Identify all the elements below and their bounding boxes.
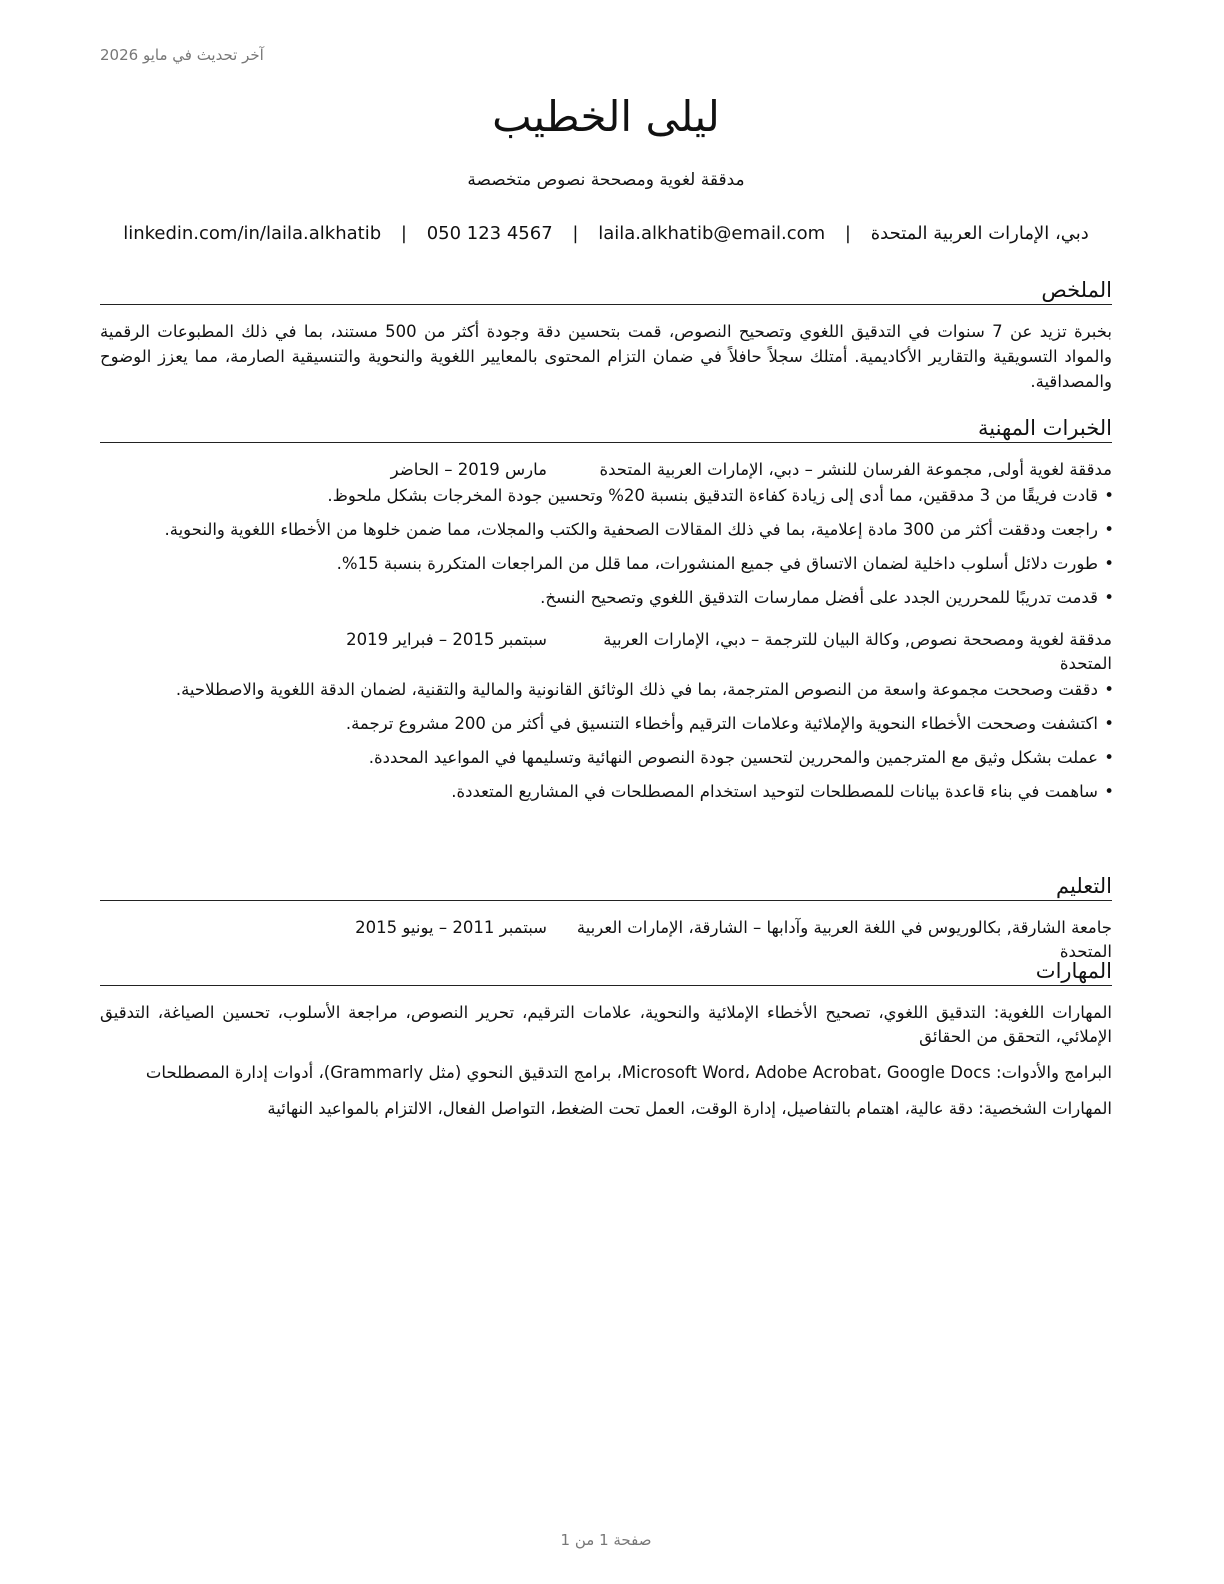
job-entry	[100, 628, 1112, 804]
contact-linkedin[interactable]: linkedin.com/in/laila.alkhatib	[123, 223, 382, 244]
contact-line	[100, 223, 1112, 244]
list-item: • دققت وصححت مجموعة واسعة من النصوص المترجمة، بما في ذلك الوثائق القانونية والمالية والتقنية، لضمان الدقة اللغوية والاصطلاحية.	[100, 678, 1102, 702]
list-item: • ساهمت في بناء قاعدة بيانات للمصطلحات لتوحيد استخدام المصطلحات في المشاريع المتعددة.	[100, 780, 1102, 804]
job-entry	[100, 458, 1112, 610]
contact-separator: |	[844, 223, 851, 244]
summary-section	[100, 276, 1112, 394]
education-section	[100, 872, 1112, 964]
list-item: • قدمت تدريبًا للمحررين الجدد على أفضل ممارسات التدقيق اللغوي وتصحيح النسخ.	[100, 586, 1102, 610]
list-item: • اكتشفت وصححت الأخطاء النحوية والإملائية وعلامات الترقيم وأخطاء التنسيق في أكثر من 200 مشروع ترجمة.	[100, 712, 1102, 736]
experience-heading: الخبرات المهنية	[100, 414, 1112, 443]
skills-section	[100, 957, 1112, 1121]
job-bullets	[100, 678, 1112, 804]
list-item: • طورت دلائل أسلوب داخلية لضمان الاتساق في جميع المنشورات، مما قلل من المراجعات المتكررة بنسبة 15%.	[100, 552, 1102, 576]
list-item: • عملت بشكل وثيق مع المترجمين والمحررين لتحسين جودة النصوص النهائية وتسليمها في المواعيد المحددة.	[100, 746, 1102, 770]
list-item: • راجعت ودققت أكثر من 300 مادة إعلامية، بما في ذلك المقالات الصحفية والكتب والمجلات، مما ضمن خلوها من الأخطاء اللغوية والنحوية.	[100, 518, 1102, 542]
job-role: مدققة لغوية أولى, مجموعة الفرسان للنشر – دبي، الإمارات العربية المتحدة	[599, 460, 1112, 479]
contact-phone: 050 123 4567	[426, 223, 553, 244]
list-item: • قادت فريقًا من 3 مدققين، مما أدى إلى زيادة كفاءة التدقيق بنسبة 20% وتحسين جودة المخرجات بشكل ملحوظ.	[100, 484, 1102, 508]
contact-location: دبي، الإمارات العربية المتحدة	[870, 223, 1089, 244]
job-dates: مارس 2019 – الحاضر	[390, 460, 547, 479]
page-number: صفحة 1 من 1	[560, 1531, 652, 1549]
experience-section	[100, 414, 1112, 814]
job-role: مدققة لغوية ومصححة نصوص, وكالة البيان للترجمة – دبي، الإمارات العربية المتحدة	[603, 630, 1112, 673]
education-heading: التعليم	[100, 872, 1112, 901]
education-institution: جامعة الشارقة, بكالوريوس في اللغة العربية وآدابها – الشارقة، الإمارات العربية المتحدة	[576, 918, 1112, 961]
contact-separator: |	[400, 223, 407, 244]
education-dates: سبتمبر 2011 – يونيو 2015	[355, 918, 547, 937]
summary-heading: الملخص	[100, 276, 1112, 305]
job-header	[100, 628, 1112, 676]
contact-email[interactable]: laila.alkhatib@email.com	[598, 223, 826, 244]
skills-line: المهارات اللغوية: التدقيق اللغوي، تصحيح الأخطاء الإملائية والنحوية، علامات الترقيم، تحرير النصوص، مراجعة الأسلوب، تحسين الصياغة، التدقيق الإملائي، التحقق من الحقائق	[100, 1003, 1112, 1046]
contact-separator: |	[572, 223, 579, 244]
job-header	[100, 458, 1112, 482]
summary-text: بخبرة تزيد عن 7 سنوات في التدقيق اللغوي وتصحيح النصوص، قمت بتحسين دقة وجودة أكثر من 500 مستند، بما في ذلك المطبوعات الرقمية والمواد التسويقية والتقارير الأكاديمية. أمتلك سجلاً حافلاً في ضمان التزام المحتوى بالمعايير اللغوية والنحوية والتنسيقية الصارمة، مما يعزز الوضوح والمصداقية.	[100, 322, 1112, 391]
candidate-title: مدققة لغوية ومصححة نصوص متخصصة	[467, 170, 745, 190]
skills-line: البرامج والأدوات: Microsoft Word، Adobe Acrobat، Google Docs، برامج التدقيق النحوي (مثل Grammarly)، أدوات إدارة المصطلحات	[145, 1063, 1112, 1082]
job-bullets	[100, 484, 1112, 610]
skills-line: المهارات الشخصية: دقة عالية، اهتمام بالتفاصيل، إدارة الوقت، العمل تحت الضغط، التواصل الفعال، الالتزام بالمواعيد النهائية	[267, 1099, 1112, 1118]
job-dates: سبتمبر 2015 – فبراير 2019	[346, 630, 547, 649]
last-updated: آخر تحديث في مايو 2026	[100, 46, 264, 64]
skills-heading: المهارات	[100, 957, 1112, 986]
candidate-name: ليلى الخطيب	[492, 92, 720, 141]
